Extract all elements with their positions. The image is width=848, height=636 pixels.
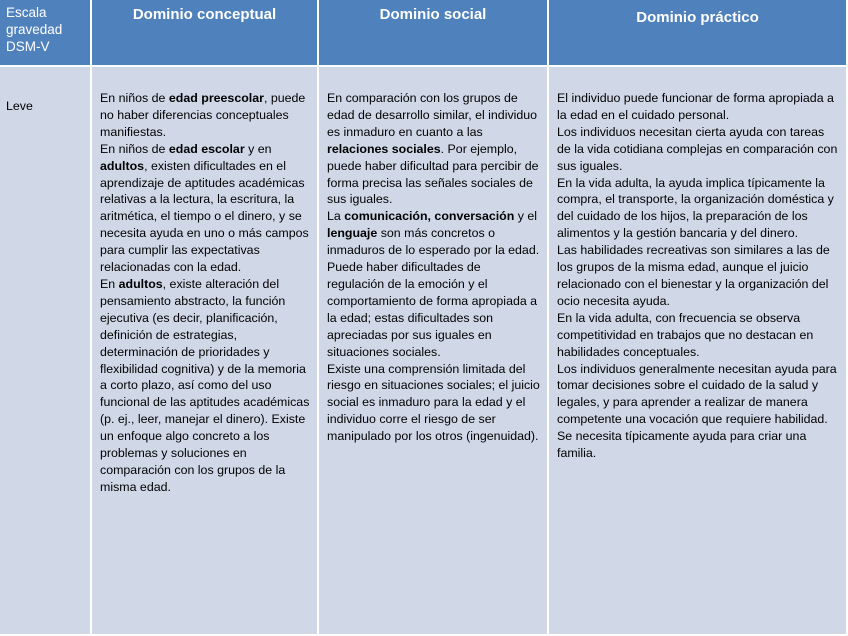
social-domain-header: Dominio social bbox=[319, 0, 549, 67]
text-run: Los individuos necesitan cierta ayuda con tareas de la vida cotidiana complejas en comparación con sus iguales. bbox=[557, 124, 838, 173]
text-run: En niños de bbox=[100, 91, 169, 105]
text-run: En la vida adulta, con frecuencia se observa competitividad en trabajos que no destacan en habilidades conceptuales. bbox=[557, 310, 814, 359]
paragraph bbox=[100, 90, 311, 141]
paragraph bbox=[557, 361, 840, 429]
severity-header-line: DSM-V bbox=[6, 39, 50, 54]
text-run: La bbox=[327, 209, 345, 224]
paragraph bbox=[100, 141, 311, 276]
text-run: El individuo puede funcionar de forma apropiada a la edad en el cuidado personal. bbox=[557, 91, 834, 122]
bold-term: edad preescolar bbox=[168, 91, 264, 105]
text-run: Los individuos generalmente necesitan ayuda para tomar decisiones sobre el cuidado de la salud y legales, y para aprender a realizar de manera competente una vocación que requiere habilidad. bbox=[557, 361, 837, 427]
text-run: . Por ejemplo, puede haber dificultad para percibir de forma precisa las señales sociales de sus iguales. bbox=[327, 141, 539, 207]
conceptual-domain-cell bbox=[92, 67, 319, 636]
severity-header-line: gravedad bbox=[6, 22, 63, 37]
practical-domain-header: Dominio práctico bbox=[549, 0, 848, 67]
severity-header-line: Escala bbox=[6, 5, 47, 20]
text-run: Se necesita típicamente ayuda para criar una familia. bbox=[557, 429, 807, 461]
bold-term: adultos bbox=[118, 276, 163, 291]
social-domain-cell bbox=[319, 67, 549, 636]
text-run: En niños de bbox=[100, 141, 169, 156]
bold-term: relaciones sociales bbox=[327, 141, 441, 156]
paragraph bbox=[327, 208, 541, 360]
bold-term: adultos bbox=[100, 158, 145, 173]
paragraph bbox=[557, 175, 840, 243]
bold-term: lenguaje bbox=[327, 226, 378, 241]
practical-domain-cell bbox=[549, 67, 848, 636]
text-run: y el bbox=[514, 209, 538, 224]
text-run: , existe alteración del pensamiento abstracto, la función ejecutiva (es decir, planificación, definición de estrategias, determinación de prioridades y flexibilidad cognitiva) y de la memoria a corto plazo, así como del uso funcional de las aptitudes académicas (p. ej., leer, manejar el dinero). Existe un enfoque algo concreto a los problemas y soluciones en comparación con los grupos de la misma edad. bbox=[100, 276, 310, 494]
paragraph bbox=[100, 276, 311, 496]
conceptual-domain-header: Dominio conceptual bbox=[92, 0, 319, 67]
text-run: Existe una comprensión limitada del riesgo en situaciones sociales; el juicio social es inmaduro para la edad y el individuo corre el riesgo de ser manipulado por los otros (ingenuidad). bbox=[327, 361, 540, 444]
text-run: Las habilidades recreativas son similares a las de los grupos de la misma edad, aunque el juicio relacionado con el bienestar y la organización del ocio necesita ayuda. bbox=[557, 243, 830, 308]
paragraph bbox=[557, 310, 840, 361]
paragraph bbox=[327, 90, 541, 208]
text-run: son más concretos o inmaduros de lo esperado por la edad. Puede haber dificultades de regulación de la emoción y el comportamiento de forma apropiada a la edad; estas dificultades son apreciadas por sus iguales en situaciones sociales. bbox=[327, 226, 540, 359]
text-run: , existen dificultades en el aprendizaje de aptitudes académicas relativas a la lectura, la escritura, la aritmética, el tiempo o el dinero, y se necesita ayuda en uno o más campos para cumplir las expectativas relacionadas con la edad. bbox=[100, 158, 309, 275]
severity-header bbox=[0, 0, 92, 67]
text-run: En comparación con los grupos de edad de desarrollo similar, el individuo es inmaduro en cuanto a las bbox=[327, 91, 538, 139]
bold-term: comunicación, conversación bbox=[344, 209, 515, 224]
paragraph bbox=[557, 90, 840, 124]
paragraph bbox=[557, 242, 840, 310]
text-run: , puede no haber diferencias conceptuales manifiestas. bbox=[100, 91, 306, 139]
text-run: y en bbox=[244, 141, 272, 156]
paragraph bbox=[327, 361, 541, 446]
text-run: En la vida adulta, la ayuda implica típicamente la compra, el transporte, la organización doméstica y del cuidado de los hijos, la preparación de los alimentos y la gestión bancaria y del dinero. bbox=[557, 175, 834, 241]
text-run: En bbox=[100, 276, 119, 291]
bold-term: edad escolar bbox=[168, 141, 245, 156]
severity-level-cell: Leve bbox=[0, 67, 92, 636]
paragraph bbox=[557, 428, 840, 462]
paragraph bbox=[557, 124, 840, 175]
